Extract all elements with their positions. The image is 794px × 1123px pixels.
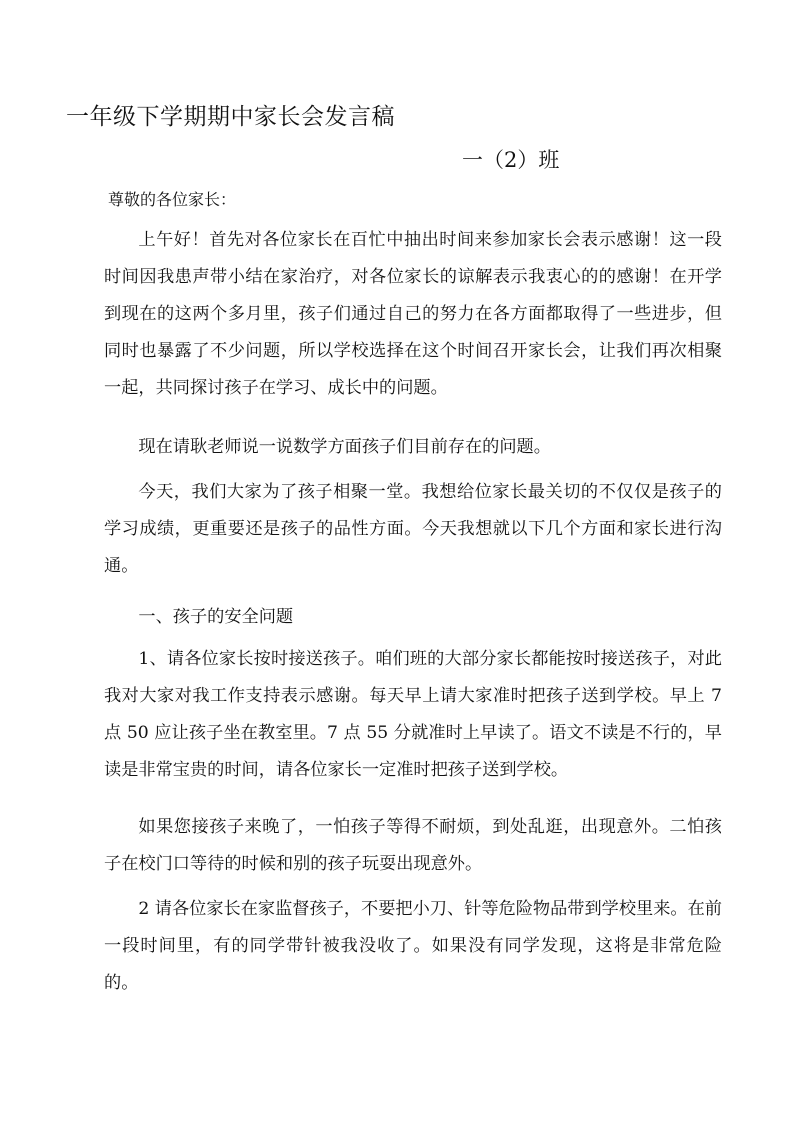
salutation: 尊敬的各位家长： [108, 190, 237, 209]
paragraph-dangerous-items: 2 请各位家长在家监督孩子，不要把小刀、针等危险物品带到学校里来。在前一段时间里，有的同学带针被我没收了。如果没有同学发现，这将是非常危险的。 [104, 899, 722, 993]
paragraph-purpose: 今天，我们大家为了孩子相聚一堂。我想给位家长最关切的不仅仅是孩子的学习成绩，更重要还是孩子的品性方面。今天我想就以下几个方面和家长进行沟通。 [104, 482, 722, 576]
document-title: 一年级下学期期中家长会发言稿 [66, 104, 395, 130]
paragraph-math-teacher: 现在请耿老师说一说数学方面孩子们目前存在的问题。 [138, 437, 551, 457]
class-label: 一（2）班 [462, 148, 560, 172]
section-heading-safety: 一、孩子的安全问题 [138, 607, 294, 627]
paragraph-greeting: 上午好！首先对各位家长在百忙中抽出时间来参加家长会表示感谢！这一段时间因我患声带小结在家治疗，对各位家长的谅解表示我衷心的的感谢！在开学到现在的这两个多月里，孩子们通过自己的努力在各方面都取得了一些进步，但同时也暴露了不少问题，所以学校选择在这个时间召开家长会，让我们再次相聚一起，共同探讨孩子在学习、成长中的问题。 [104, 230, 722, 398]
paragraph-late-pickup: 如果您接孩子来晚了，一怕孩子等得不耐烦，到处乱逛，出现意外。二怕孩子在校门口等待的时候和别的孩子玩耍出现意外。 [104, 817, 722, 874]
paragraph-pickup-times: 1、请各位家长按时接送孩子。咱们班的大部分家长都能按时接送孩子，对此我对大家对我工作支持表示感谢。每天早上请大家准时把孩子送到学校。早上 7 点 50 应让孩子坐在教室里。7 点 55 分就准时上早读了。语文不读是不行的，早读是非常宝贵的时间，请各位家长一定准时把孩子送到学校。 [104, 649, 722, 780]
